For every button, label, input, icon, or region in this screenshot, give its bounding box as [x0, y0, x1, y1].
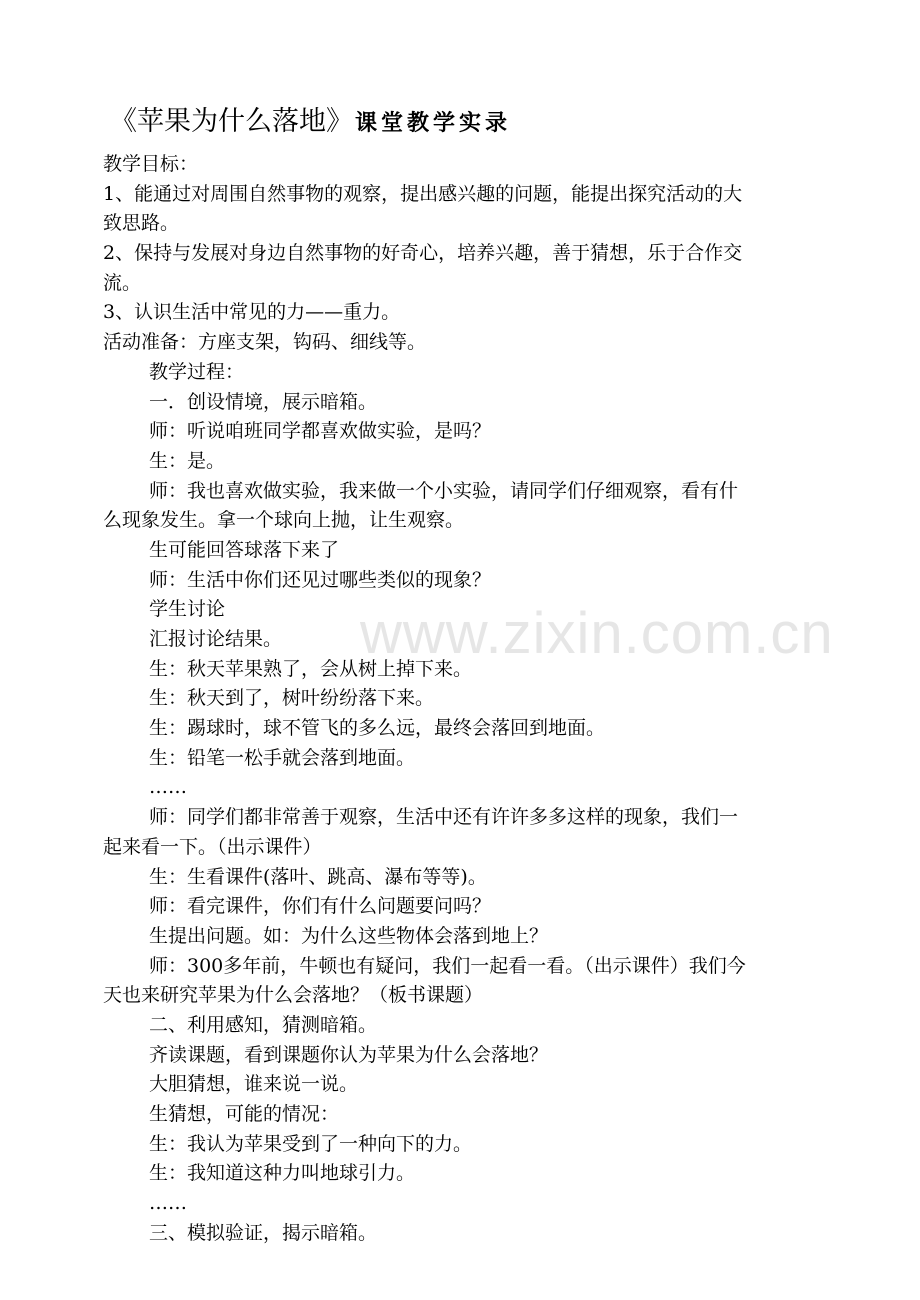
text-line: 师：生活中你们还见过哪些类似的现象？	[149, 568, 492, 591]
text-line: 二、利用感知，猜测暗箱。	[149, 1013, 378, 1036]
text-line: 师：同学们都非常善于观察，生活中还有许许多多这样的现象，我们一	[149, 806, 739, 829]
document-page	[103, 104, 823, 1248]
text-line: 大胆猜想，谁来说一说。	[149, 1073, 359, 1096]
text-line: 生可能回答球落下来了	[149, 538, 340, 561]
text-line: 一．创设情境，展示暗箱。	[149, 390, 378, 413]
text-line: 教学目标：	[103, 153, 199, 175]
document-body	[103, 150, 823, 1248]
text-line: 2、保持与发展对身边自然事物的好奇心，培养兴趣，善于猜想，乐于合作交	[103, 242, 743, 265]
title-main: 《苹果为什么落地》	[110, 106, 353, 137]
text-line: 生：生看课件(落叶、跳高、瀑布等等)。	[149, 865, 487, 888]
text-line: 师：听说咱班同学都喜欢做实验，是吗？	[149, 420, 492, 443]
document-title	[103, 104, 823, 140]
text-line: 么现象发生。拿一个球向上抛，让生观察。	[103, 509, 465, 532]
text-line: 学生讨论	[149, 598, 226, 621]
text-line: 生：秋天到了，树叶纷纷落下来。	[149, 687, 435, 710]
text-line: 齐读课题，看到课题你认为苹果为什么会落地？	[149, 1043, 549, 1066]
text-line: 活动准备：方座支架，钩码、细线等。	[103, 331, 427, 354]
title-sub: 课堂教学实录	[355, 110, 512, 136]
text-line: 教学过程：	[149, 360, 245, 383]
text-line: 三、模拟验证，揭示暗箱。	[149, 1221, 378, 1244]
text-line: 天也来研究苹果为什么会落地？（板书课题）	[103, 984, 484, 1007]
text-line: 汇报讨论结果。	[149, 628, 283, 650]
text-line: 起来看一下。（出示课件）	[103, 835, 322, 858]
text-line: 致思路。	[103, 212, 180, 235]
text-line: 3、认识生活中常见的力——重力。	[103, 301, 401, 324]
text-line: ……	[149, 776, 187, 799]
text-line: 生：我知道这种力叫地球引力。	[149, 1162, 416, 1185]
text-line: 生：铅笔一松手就会落到地面。	[149, 746, 416, 769]
text-line: 师：看完课件，你们有什么问题要问吗？	[149, 895, 492, 918]
text-line: 师：300多年前，牛顿也有疑问，我们一起看一看。（出示课件）我们今	[149, 954, 746, 977]
text-line: 生猜想，可能的情况：	[149, 1103, 340, 1125]
text-line: ……	[149, 1192, 187, 1215]
text-line: 师：我也喜欢做实验，我来做一个小实验，请同学们仔细观察，看有什	[149, 479, 739, 502]
text-line: 生：踢球时，球不管飞的多么远，最终会落回到地面。	[149, 717, 606, 740]
text-line: 生：秋天苹果熟了，会从树上掉下来。	[149, 657, 473, 680]
text-line: 生：是。	[149, 449, 226, 472]
text-line: 生：我认为苹果受到了一种向下的力。	[149, 1132, 473, 1155]
text-line: 生提出问题。如：为什么这些物体会落到地上？	[149, 924, 549, 947]
text-line: 1、能通过对周围自然事物的观察，提出感兴趣的问题，能提出探究活动的大	[103, 182, 743, 205]
text-line: 流。	[103, 271, 142, 294]
watermark: www.zixin.com.cn	[360, 601, 834, 666]
